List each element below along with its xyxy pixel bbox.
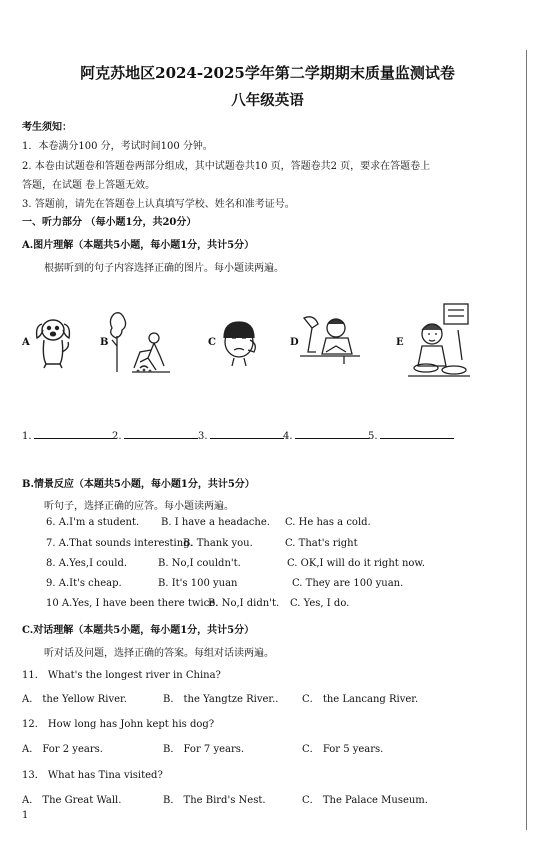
section-c-instruction: 听对话及问题，选择正确的答案。每组对话读两遍。 [44, 648, 274, 659]
blank-number: 1. [22, 431, 32, 442]
girl-cooking-icon [404, 300, 474, 384]
option-b: B． The Bird's Nest. [163, 795, 266, 806]
answer-blank[interactable] [22, 428, 114, 442]
option-c: C． the Lancang River. [302, 694, 419, 705]
blank-number: 5. [368, 431, 378, 442]
option-a: 9. A.It's cheap. [46, 578, 122, 589]
section-a-heading: A.图片理解（本题共5小题，每小题1分，共计5分） [22, 240, 255, 251]
exam-subtitle: 八年级英语 [231, 92, 304, 109]
answer-blank[interactable] [368, 428, 454, 442]
option-b: B． the Yangtze River.. [163, 694, 279, 705]
option-a: 10 A.Yes, I have been there twice. [46, 598, 219, 609]
option-a: A． For 2 years. [22, 744, 103, 755]
option-b: B. No,I couldn't. [158, 558, 241, 569]
planting-tree-icon [104, 306, 176, 378]
option-c: C. OK,I will do it right now. [287, 558, 425, 569]
option-a: 7. A.That sounds interesting. [46, 538, 193, 549]
answer-blank[interactable] [283, 428, 369, 442]
note-item: 1．本卷满分100 分，考试时间100 分钟。 [22, 141, 213, 152]
blank-number: 3. [198, 431, 208, 442]
question-text: 11． What's the longest river in China? [22, 670, 221, 681]
option-b: B. No,I didn't. [208, 598, 280, 609]
option-a: A． the Yellow River. [22, 694, 127, 705]
blank-number: 4. [283, 431, 293, 442]
notes-heading: 考生须知： [22, 122, 72, 133]
question-text: 12． How long has John kept his dog? [22, 719, 215, 730]
section-a-instruction: 根据听到的句子内容选择正确的图片。每小题读两遍。 [44, 263, 284, 274]
section-b-heading: B.情景反应（本题共5小题，每小题1分，共计5分） [22, 479, 255, 490]
exam-title: 阿克苏地区2024-2025学年第二学期期末质量监测试卷 [80, 64, 455, 82]
option-a: 8. A.Yes,I could. [46, 558, 128, 569]
option-c: C. They are 100 yuan. [292, 578, 404, 589]
option-b: B. I have a headache. [161, 517, 270, 528]
puppy-icon [30, 312, 76, 372]
option-c: C. That's right [285, 538, 358, 549]
reading-boy-icon [296, 312, 362, 370]
option-b: B. It's 100 yuan [158, 578, 238, 589]
note-item: 答题，在试题 卷上答题无效。 [22, 180, 156, 191]
option-c: C． The Palace Museum. [302, 795, 428, 806]
picture-label: E [396, 337, 404, 348]
part-heading: 一、听力部分 （每小题1分，共20分） [22, 217, 197, 228]
section-b-instruction: 听句子，选择正确的应答。每小题读两遍。 [44, 501, 234, 512]
option-a: 6. A.I'm a student. [46, 517, 140, 528]
question-text: 13． What has Tina visited? [22, 770, 163, 781]
toothache-boy-icon [214, 318, 264, 368]
picture-label: A [22, 337, 30, 348]
blank-number: 2. [112, 431, 122, 442]
option-b: B． For 7 years. [163, 744, 245, 755]
picture-label: B [100, 337, 109, 348]
picture-label: D [290, 337, 299, 348]
note-item: 2. 本卷由试题卷和答题卷两部分组成，其中试题卷共10 页，答题卷共2 页，要求在答题卷上 [22, 161, 431, 172]
option-c: C． For 5 years. [302, 744, 384, 755]
option-b: B. Thank you. [183, 538, 253, 549]
option-a: A． The Great Wall. [22, 795, 122, 806]
section-c-heading: C.对话理解（本题共5小题，每小题1分，共计5分） [22, 625, 255, 636]
answer-blank[interactable] [198, 428, 284, 442]
option-c: C. Yes, I do. [290, 598, 350, 609]
note-item: 3. 答题前，请先在答题卷上认真填写学校、姓名和准考证号。 [22, 199, 295, 210]
page-edge-line [526, 50, 527, 830]
picture-label: C [208, 337, 216, 348]
option-c: C. He has a cold. [285, 517, 371, 528]
page-number: 1 [22, 810, 29, 821]
answer-blank[interactable] [112, 428, 198, 442]
